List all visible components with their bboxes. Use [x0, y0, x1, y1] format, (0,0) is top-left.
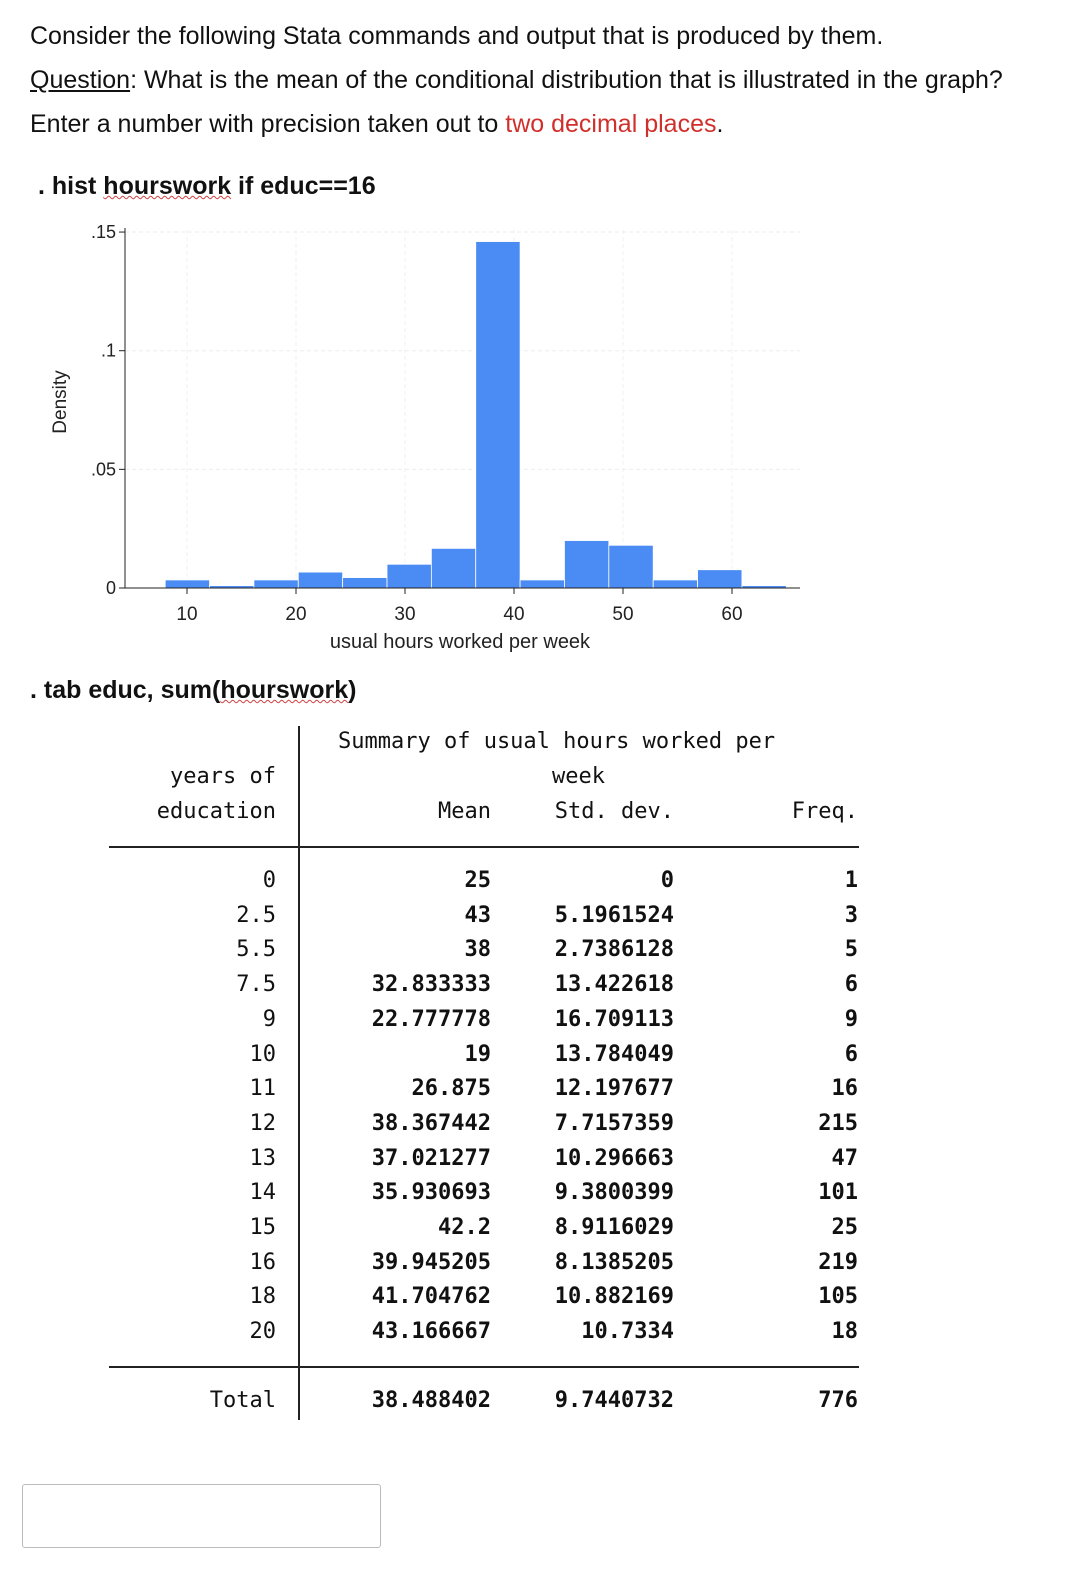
row-mean: 37.021277 [371, 1145, 491, 1171]
instr-post: . [716, 110, 724, 138]
cmd-var: hourswork [103, 172, 232, 200]
x-axis-label: usual hours worked per week [329, 631, 591, 653]
row-educ: 0 [262, 868, 276, 893]
cmd-rest: ) [348, 676, 357, 704]
row-freq: 9 [844, 1006, 858, 1032]
row-freq: 101 [818, 1180, 858, 1206]
header-var1: years of [170, 764, 276, 789]
total-sd: 9.7440732 [554, 1388, 674, 1413]
cmd-rest: if educ==16 [231, 172, 376, 200]
row-freq: 215 [818, 1110, 858, 1136]
summary-title: Summary of usual hours worked per [338, 729, 776, 754]
row-freq: 16 [831, 1076, 858, 1102]
col-freq: Freq. [791, 799, 858, 824]
question-label: Question [30, 66, 131, 94]
x-tick-label: 50 [612, 604, 634, 625]
row-educ: 13 [249, 1145, 276, 1171]
row-mean: 26.875 [411, 1076, 491, 1102]
cmd-prefix: . tab educ, sum( [30, 676, 221, 704]
row-freq: 5 [844, 937, 858, 963]
row-sd: 16.709113 [554, 1006, 674, 1032]
row-educ: 7.5 [236, 972, 276, 998]
y-tick-label: 0 [105, 578, 116, 598]
x-tick-label: 60 [721, 604, 743, 625]
question-body: : What is the mean of the conditional distribution that is illustrated in the graph? [130, 66, 1003, 94]
row-educ: 18 [249, 1284, 276, 1310]
row-mean: 25 [464, 868, 491, 893]
row-educ: 5.5 [236, 937, 276, 963]
x-tick-label: 40 [503, 604, 525, 625]
row-sd: 10.7334 [581, 1319, 674, 1345]
row-mean: 19 [464, 1041, 491, 1067]
row-educ: 9 [262, 1006, 276, 1032]
row-freq: 47 [831, 1145, 858, 1171]
header-var2: education [156, 799, 276, 824]
x-tick-label: 20 [285, 604, 307, 625]
x-tick-label: 10 [176, 604, 198, 625]
row-freq: 18 [831, 1319, 858, 1345]
answer-input[interactable] [22, 1484, 381, 1548]
row-freq: 1 [844, 868, 858, 893]
row-mean: 43.166667 [371, 1319, 491, 1345]
row-mean: 35.930693 [371, 1180, 491, 1206]
row-mean: 41.704762 [371, 1284, 491, 1310]
row-mean: 22.777778 [371, 1006, 491, 1032]
row-mean: 39.945205 [371, 1249, 491, 1275]
row-sd: 9.3800399 [554, 1180, 674, 1206]
row-freq: 6 [844, 1041, 858, 1067]
row-mean: 32.833333 [371, 972, 491, 998]
row-sd: 5.1961524 [554, 902, 674, 928]
row-freq: 105 [818, 1284, 858, 1310]
row-freq: 25 [831, 1215, 858, 1240]
row-educ: 14 [249, 1180, 276, 1206]
total-mean: 38.488402 [371, 1388, 491, 1413]
row-educ: 2.5 [236, 902, 276, 928]
y-axis-label: Density [50, 370, 71, 434]
row-freq: 219 [818, 1249, 858, 1275]
row-educ: 12 [249, 1110, 276, 1136]
row-mean: 42.2 [438, 1215, 491, 1240]
intro-text: Consider the following Stata commands and output that is produced by them. [30, 22, 884, 50]
row-sd: 13.784049 [554, 1041, 674, 1067]
row-sd: 12.197677 [554, 1076, 674, 1102]
row-sd: 8.9116029 [554, 1215, 674, 1240]
row-sd: 0 [660, 868, 674, 893]
row-sd: 10.296663 [554, 1145, 674, 1171]
row-sd: 2.7386128 [554, 937, 674, 963]
row-sd: 13.422618 [554, 972, 674, 998]
cmd-var: hourswork [220, 676, 349, 704]
row-educ: 15 [249, 1215, 276, 1240]
row-mean: 38.367442 [371, 1110, 491, 1136]
row-mean: 38 [464, 937, 491, 963]
row-educ: 11 [249, 1076, 276, 1102]
x-tick-label: 30 [394, 604, 416, 625]
cmd-prefix: . hist [38, 172, 104, 200]
row-sd: 10.882169 [554, 1284, 674, 1310]
row-freq: 3 [844, 902, 858, 928]
instr-pre: Enter a number with precision taken out to [30, 110, 506, 138]
row-educ: 10 [249, 1041, 276, 1067]
row-educ: 20 [249, 1319, 276, 1345]
row-educ: 16 [249, 1249, 276, 1275]
y-tick-label: .15 [90, 222, 116, 243]
total-label: Total [209, 1388, 276, 1413]
summary-title-2: week [552, 764, 605, 789]
row-sd: 7.7157359 [554, 1110, 674, 1136]
y-tick-label: .05 [90, 459, 116, 480]
y-tick-label: .1 [100, 340, 116, 361]
row-sd: 8.1385205 [554, 1249, 674, 1275]
total-freq: 776 [818, 1388, 858, 1413]
row-freq: 6 [844, 972, 858, 998]
row-mean: 43 [464, 902, 491, 928]
col-mean: Mean [438, 799, 491, 824]
col-sd: Std. dev. [554, 799, 674, 824]
instr-highlight: two decimal places [505, 110, 717, 138]
